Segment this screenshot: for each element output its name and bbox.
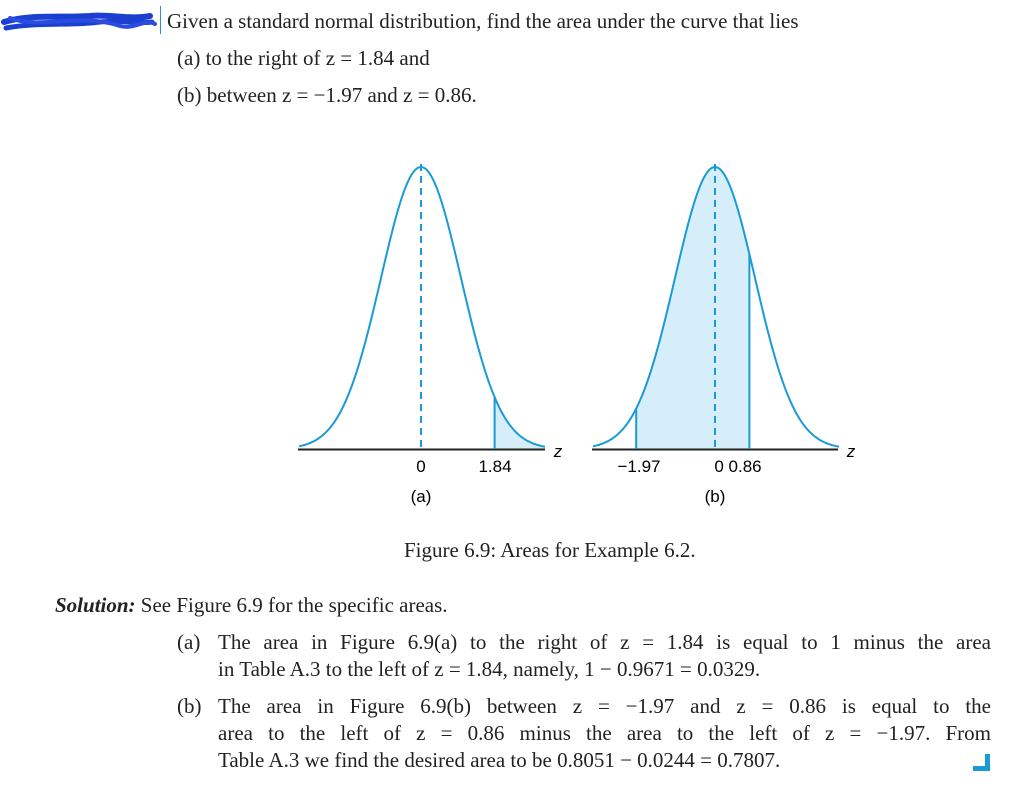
solution-intro-text: See Figure 6.9 for the specific areas. — [140, 593, 448, 617]
solution-a-label: (a) — [177, 630, 201, 654]
solution-a-line-2: in Table A.3 to the left of z = 1.84, namely, 1 − 0.9671 = 0.0329. — [218, 657, 761, 681]
end-of-solution-icon — [973, 754, 991, 772]
panel-b-axis-var: z — [846, 442, 856, 461]
problem-part-a — [177, 46, 430, 71]
part-a-label: (a) — [177, 46, 201, 70]
solution-a-line-1: The area in Figure 6.9(a) to the right of z = 1.84 is equal to 1 minus the area — [218, 630, 991, 654]
panel-b-label: (b) — [704, 487, 726, 506]
part-b-text: between z = −1.97 and z = 0.86. — [206, 83, 477, 107]
panel-b — [592, 164, 856, 506]
panel-a-axis-var: z — [553, 442, 563, 461]
solution-intro — [55, 593, 448, 618]
problem-statement: Given a standard normal distribution, find the area under the curve that lies — [167, 9, 799, 33]
scribbled-heading-mark — [0, 4, 160, 40]
solution-heading: Solution: — [55, 593, 136, 617]
normal-curve-figure — [0, 130, 1024, 530]
panel-a-tick-0: 0 — [416, 457, 426, 476]
panel-a-tick-1: 1.84 — [478, 457, 512, 476]
part-a-text: to the right of z = 1.84 and — [205, 46, 430, 70]
panel-a-shaded-area — [495, 397, 545, 449]
problem-part-b — [177, 83, 477, 108]
panel-a — [298, 164, 563, 506]
part-b-label: (b) — [177, 83, 202, 107]
panel-a-label: (a) — [410, 487, 432, 506]
solution-b-line-1: The area in Figure 6.9(b) between z = −1.97 and z = 0.86 is equal to the — [218, 694, 991, 718]
solution-b-label: (b) — [177, 694, 202, 718]
solution-b-line-3: Table A.3 we find the desired area to be 0.8051 − 0.0244 = 0.7807. — [218, 748, 781, 772]
text-cursor — [160, 6, 161, 34]
solution-b-line-2: area to the left of z = 0.86 minus the area to the left of z = −1.97. From — [218, 721, 991, 745]
figure-caption: Figure 6.9: Areas for Example 6.2. — [404, 538, 696, 562]
panel-b-tick-1: 0 0.86 — [714, 457, 762, 476]
panel-b-tick-0: −1.97 — [617, 457, 661, 476]
